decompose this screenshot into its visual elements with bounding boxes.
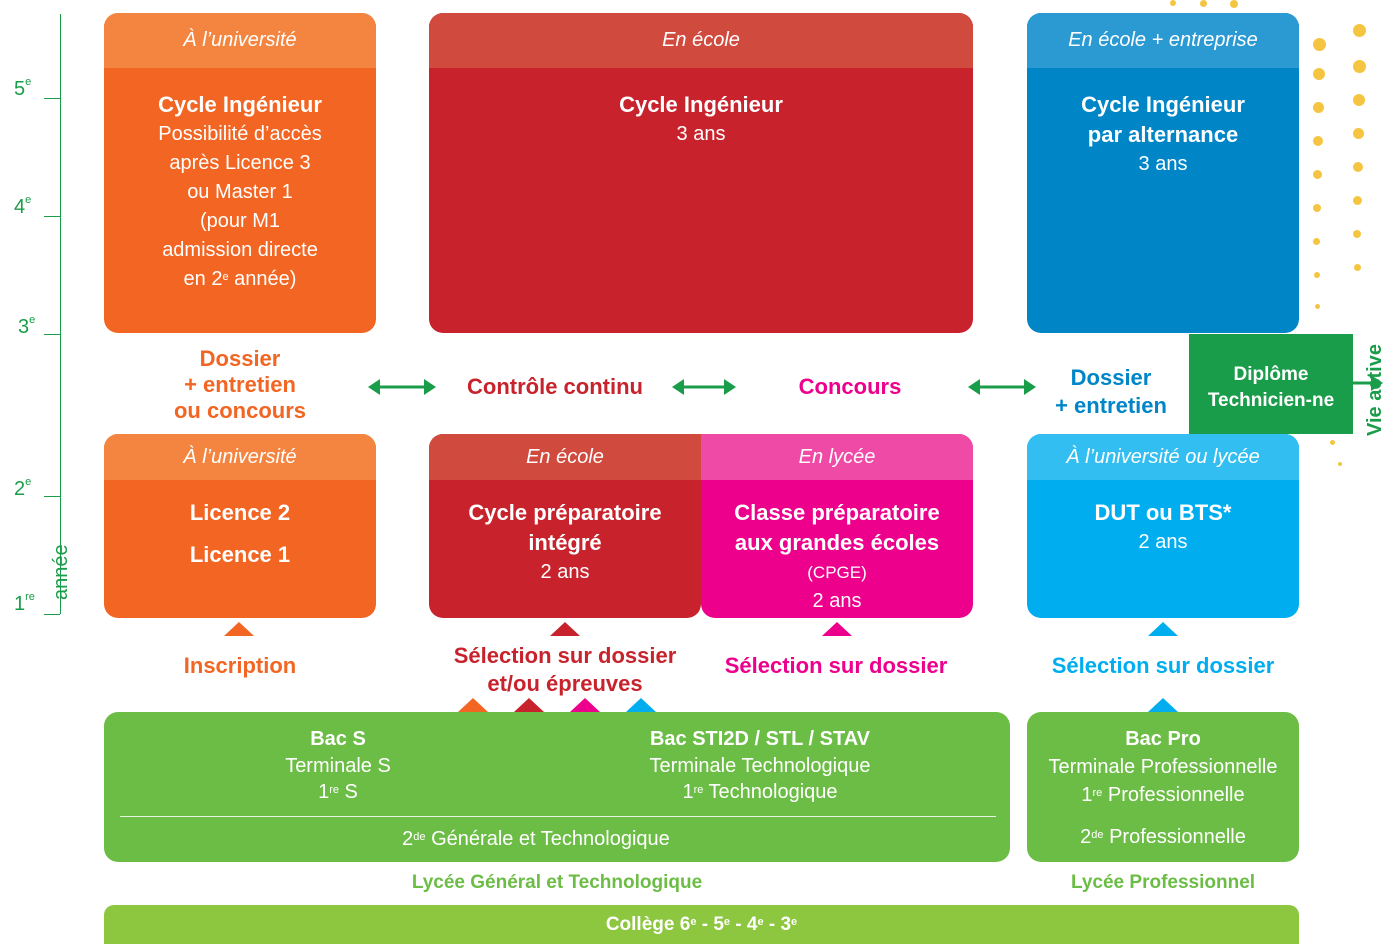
bac-s-title: Bac S (310, 728, 366, 750)
double-arrow-1 (368, 374, 436, 400)
bac-pro-box (1027, 712, 1299, 862)
bac-gt-divider (120, 816, 996, 817)
bac-t-title: Bac STI2D / STL / STAV (649, 728, 871, 750)
lycee-bot-title3: (CPGE) (807, 563, 867, 582)
year-4: 4e (14, 194, 32, 218)
dut-bot-title: DUT ou BTS* (1094, 500, 1232, 525)
bac-s-col (104, 726, 572, 805)
alt-top-box (1027, 13, 1299, 333)
arrow-up-pink-small (570, 698, 600, 712)
dut-bot-header: À l’université ou lycée (1027, 434, 1299, 480)
second-pro: 2de Professionnelle (1080, 826, 1246, 848)
lycee-bot-header: En lycée (701, 434, 973, 480)
lycee-bot-box (701, 434, 973, 618)
arrow-up-orange-small (458, 698, 488, 712)
bac-t-col (554, 726, 966, 805)
year-5: 5e (14, 76, 32, 100)
arrow-up-blue-small (626, 698, 656, 712)
ecole-top-header: En école (429, 13, 973, 68)
ecole-bot-title2: intégré (528, 530, 602, 555)
year-2: 2e (14, 476, 32, 500)
univ-top-line4: (pour M1 (199, 210, 281, 232)
year-1: 1re (14, 591, 35, 615)
lycee-bot-title2: aux grandes écoles (734, 530, 940, 555)
univ-top-line2: après Licence 3 (169, 152, 311, 174)
terminale-t: Terminale Technologique (649, 755, 871, 777)
arrow-up-red-small (514, 698, 544, 712)
college-bar: Collège 6e - 5e - 4e - 3e (104, 905, 1299, 944)
arrow-up-orange (224, 622, 254, 636)
alt-top-header: En école + entreprise (1027, 13, 1299, 68)
second-gt: 2de Générale et Technologique (402, 828, 670, 850)
concours: Concours (798, 374, 902, 399)
alt-top-sub: 3 ans (1138, 153, 1188, 175)
selection-inscription: Inscription (183, 653, 297, 678)
dut-bot-box (1027, 434, 1299, 618)
lycee-pro-label: Lycée Professionnel (1070, 872, 1256, 893)
univ-bot-box (104, 434, 376, 618)
licence-2: Licence 2 (189, 500, 291, 525)
univ-top-box (104, 13, 376, 333)
first-s: 1re S (318, 781, 358, 803)
ecole-bot-box (429, 434, 701, 618)
terminale-pro: Terminale Professionnelle (1048, 756, 1278, 778)
univ-top-header: À l’université (104, 13, 376, 68)
vie-active-label: Vie active (1364, 344, 1386, 436)
arrow-up-red (550, 622, 580, 636)
arrow-up-blue-pro (1148, 698, 1178, 712)
bac-gt-box (104, 712, 1010, 862)
licence-1: Licence 1 (189, 542, 291, 567)
ecole-top-box (429, 13, 973, 333)
ecole-bot-title1: Cycle préparatoire (468, 500, 662, 525)
double-arrow-2 (672, 374, 736, 400)
arrow-up-pink (822, 622, 852, 636)
ecole-top-title: Cycle Ingénieur (619, 92, 783, 117)
selection-dossier-cpge: Sélection sur dossier (724, 653, 948, 678)
controle-continu: Contrôle continu (467, 374, 643, 399)
dut-bot-sub: 2 ans (1138, 531, 1188, 553)
alt-top-title1: Cycle Ingénieur (1081, 92, 1245, 117)
first-t: 1re Technologique (682, 781, 838, 803)
selection-dossier-dut: Sélection sur dossier (1051, 653, 1275, 678)
diplome-technicien-box: Diplôme Technicien-ne (1189, 334, 1353, 434)
arrow-up-blue (1148, 622, 1178, 636)
admission-dossier-entretien: Dossier + entretien (1055, 365, 1167, 418)
double-arrow-3 (968, 374, 1036, 400)
lycee-bot-title1: Classe préparatoire (734, 500, 940, 525)
univ-top-line3: ou Master 1 (187, 181, 293, 203)
ecole-bot-header: En école (429, 434, 701, 480)
selection-dossier-epreuves: Sélection sur dossier et/ou épreuves (453, 643, 677, 696)
admission-dossier: Dossier + entretien ou concours (173, 346, 306, 423)
univ-top-title: Cycle Ingénieur (158, 92, 322, 117)
univ-top-line5: admission directe (162, 239, 318, 261)
bac-pro-title: Bac Pro (1125, 728, 1201, 750)
terminale-s: Terminale S (285, 755, 391, 777)
ecole-top-sub: 3 ans (676, 123, 726, 145)
lycee-bot-sub: 2 ans (812, 590, 862, 612)
first-pro: 1re Professionnelle (1081, 784, 1245, 806)
axis-label: année (50, 544, 72, 600)
year-3: 3e (18, 314, 36, 338)
univ-top-line1: Possibilité d’accès (158, 123, 322, 145)
univ-top-line6: en 2e année) (183, 268, 297, 290)
lycee-gt-label: Lycée Général et Technologique (411, 872, 703, 893)
univ-bot-header: À l’université (104, 434, 376, 480)
alt-top-title2: par alternance (1087, 122, 1239, 147)
ecole-bot-sub: 2 ans (540, 561, 590, 583)
year-axis (0, 0, 100, 620)
